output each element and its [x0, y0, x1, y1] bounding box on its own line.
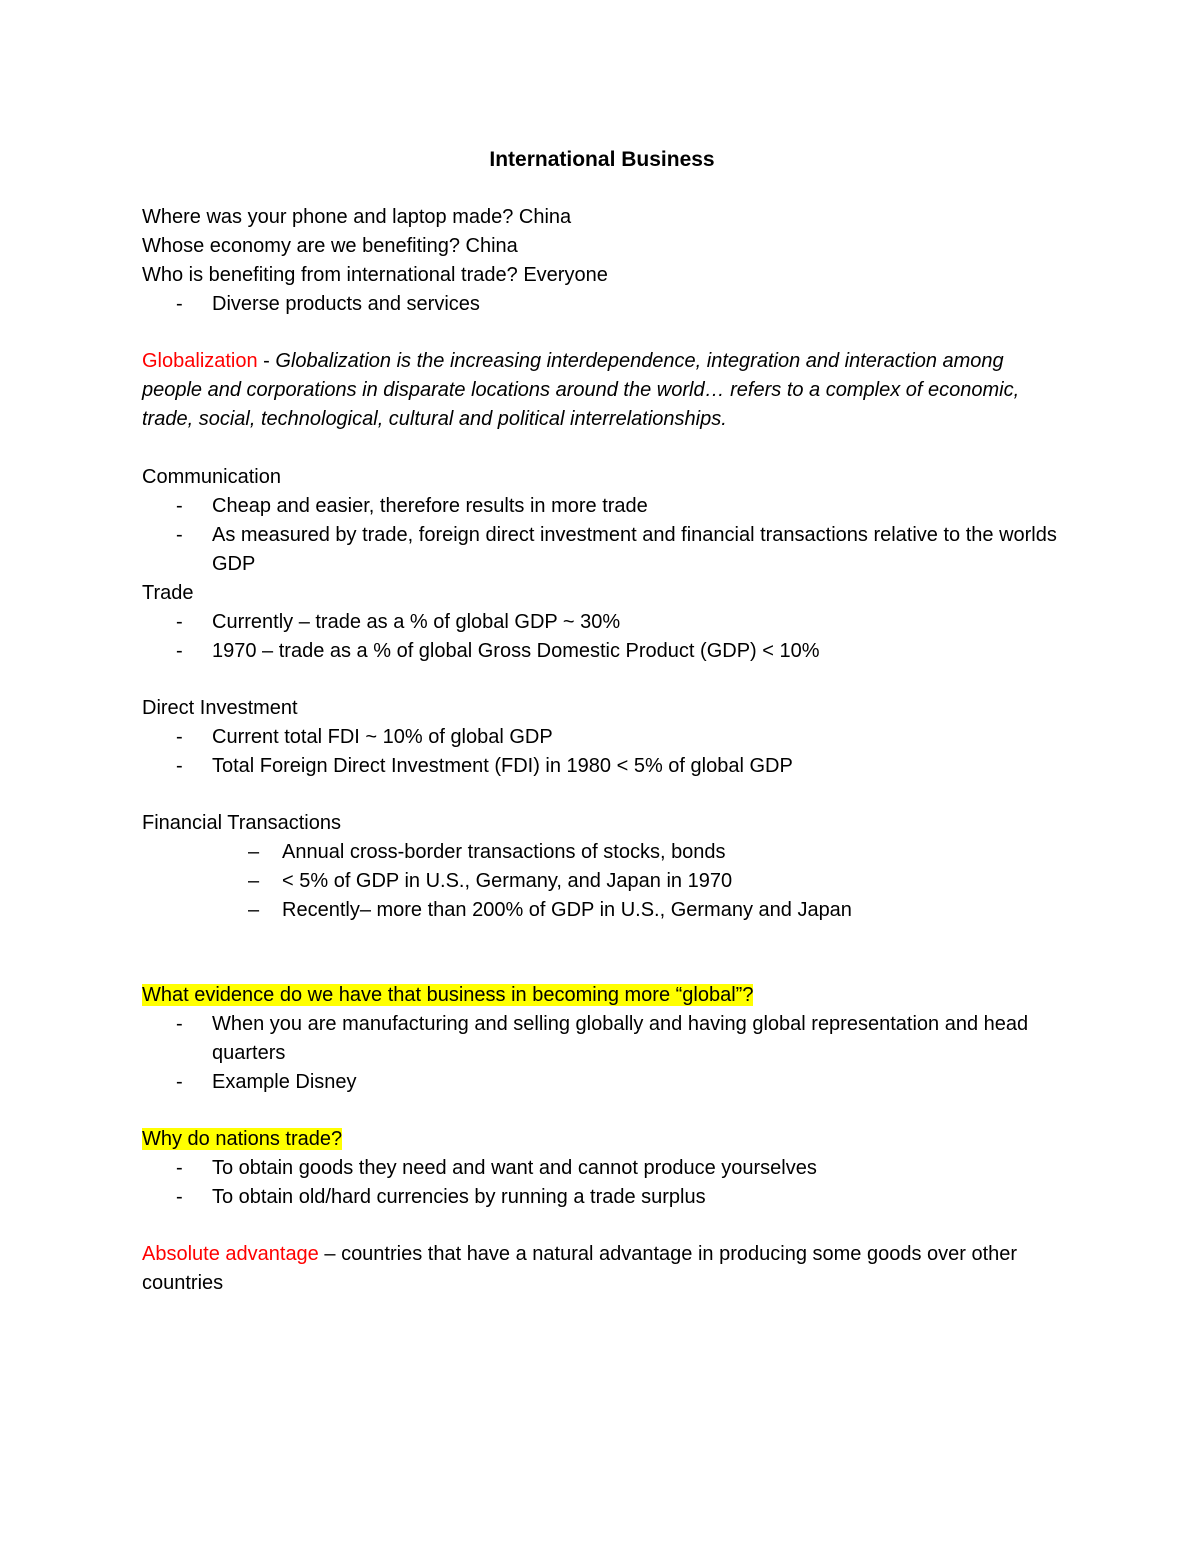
- why-trade-question-highlight: Why do nations trade?: [142, 1128, 343, 1150]
- list-item: [142, 752, 1062, 781]
- bullet-marker: -: [176, 1013, 183, 1035]
- list-item: [142, 1154, 1062, 1183]
- absolute-advantage-term: Absolute advantage: [142, 1243, 319, 1265]
- bullet-marker: -: [176, 293, 183, 315]
- list-item: [142, 290, 1062, 319]
- bullet-marker: -: [176, 1186, 183, 1208]
- bullet-text: Current total FDI ~ 10% of global GDP: [212, 726, 553, 748]
- globalization-term: Globalization: [142, 350, 258, 372]
- bullet-text: Cheap and easier, therefore results in more trade: [212, 495, 648, 517]
- list-item: [142, 896, 1062, 925]
- intro-line-economy: Whose economy are we benefiting? China: [142, 235, 518, 257]
- list-item: [142, 1010, 1062, 1068]
- bullet-marker: -: [176, 1157, 183, 1179]
- bullet-text: < 5% of GDP in U.S., Germany, and Japan in 1970: [282, 870, 733, 892]
- absolute-advantage-definition: countries that have a natural advantage in producing some goods over other countries: [142, 1243, 1018, 1294]
- list-item: [142, 723, 1062, 752]
- globalization-separator: -: [257, 350, 276, 372]
- bullet-marker: -: [176, 1071, 183, 1093]
- bullet-text: Currently – trade as a % of global GDP ~ 30%: [212, 611, 621, 633]
- list-item: [142, 492, 1062, 521]
- list-item: [142, 1068, 1062, 1097]
- bullet-text: To obtain goods they need and want and cannot produce yourselves: [212, 1157, 817, 1179]
- list-item: [142, 637, 1062, 666]
- evidence-question-highlight: What evidence do we have that business in becoming more “global”?: [142, 984, 754, 1006]
- list-item: [142, 608, 1062, 637]
- page-title: International Business: [489, 148, 715, 171]
- bullet-marker: -: [176, 755, 183, 777]
- communication-bullets: [142, 492, 1062, 579]
- bullet-text: Total Foreign Direct Investment (FDI) in 1980 < 5% of global GDP: [212, 755, 793, 777]
- bullet-marker: -: [176, 640, 183, 662]
- document-content: [142, 145, 1062, 1298]
- evidence-bullets: [142, 1010, 1062, 1097]
- globalization-definition: Globalization is the increasing interdependence, integration and interaction among people and corporations in disparate locations around the world… refers to a complex of economic, trade, social, technological, cultural and political interrelationships.: [142, 350, 1020, 430]
- bullet-marker: -: [176, 611, 183, 633]
- direct-investment-bullets: [142, 723, 1062, 781]
- financial-transactions-heading: Financial Transactions: [142, 812, 341, 834]
- globalization-paragraph: [142, 347, 1062, 434]
- evidence-question: [142, 981, 1062, 1010]
- why-trade-question: [142, 1125, 1062, 1154]
- list-item: [142, 521, 1062, 579]
- list-item: [142, 1183, 1062, 1212]
- bullet-marker: –: [248, 841, 260, 863]
- bullet-text: Recently– more than 200% of GDP in U.S., Germany and Japan: [282, 899, 852, 921]
- intro-line-phone: Where was your phone and laptop made? China: [142, 206, 572, 228]
- trade-heading: Trade: [142, 582, 194, 604]
- bullet-text: When you are manufacturing and selling globally and having global representation and head quarters: [212, 1013, 1029, 1064]
- bullet-text: 1970 – trade as a % of global Gross Domestic Product (GDP) < 10%: [212, 640, 820, 662]
- list-item: [142, 867, 1062, 896]
- bullet-marker: -: [176, 495, 183, 517]
- bullet-text: To obtain old/hard currencies by running a trade surplus: [212, 1186, 706, 1208]
- list-item: [142, 838, 1062, 867]
- intro-line-benefit: Who is benefiting from international trade? Everyone: [142, 264, 608, 286]
- financial-transactions-bullets: [142, 838, 1062, 925]
- bullet-text: Diverse products and services: [212, 293, 480, 315]
- bullet-text: Annual cross-border transactions of stocks, bonds: [282, 841, 726, 863]
- direct-investment-heading: Direct Investment: [142, 697, 298, 719]
- trade-bullets: [142, 608, 1062, 666]
- absolute-advantage-paragraph: [142, 1240, 1062, 1298]
- intro-bullets: [142, 290, 1062, 319]
- bullet-text: Example Disney: [212, 1071, 357, 1093]
- bullet-marker: –: [248, 899, 260, 921]
- absolute-advantage-separator: –: [318, 1243, 342, 1265]
- bullet-marker: -: [176, 726, 183, 748]
- communication-heading: Communication: [142, 466, 281, 488]
- bullet-marker: -: [176, 524, 183, 546]
- why-trade-bullets: [142, 1154, 1062, 1212]
- bullet-text: As measured by trade, foreign direct investment and financial transactions relative to the worlds GDP: [212, 524, 1057, 575]
- bullet-marker: –: [248, 870, 260, 892]
